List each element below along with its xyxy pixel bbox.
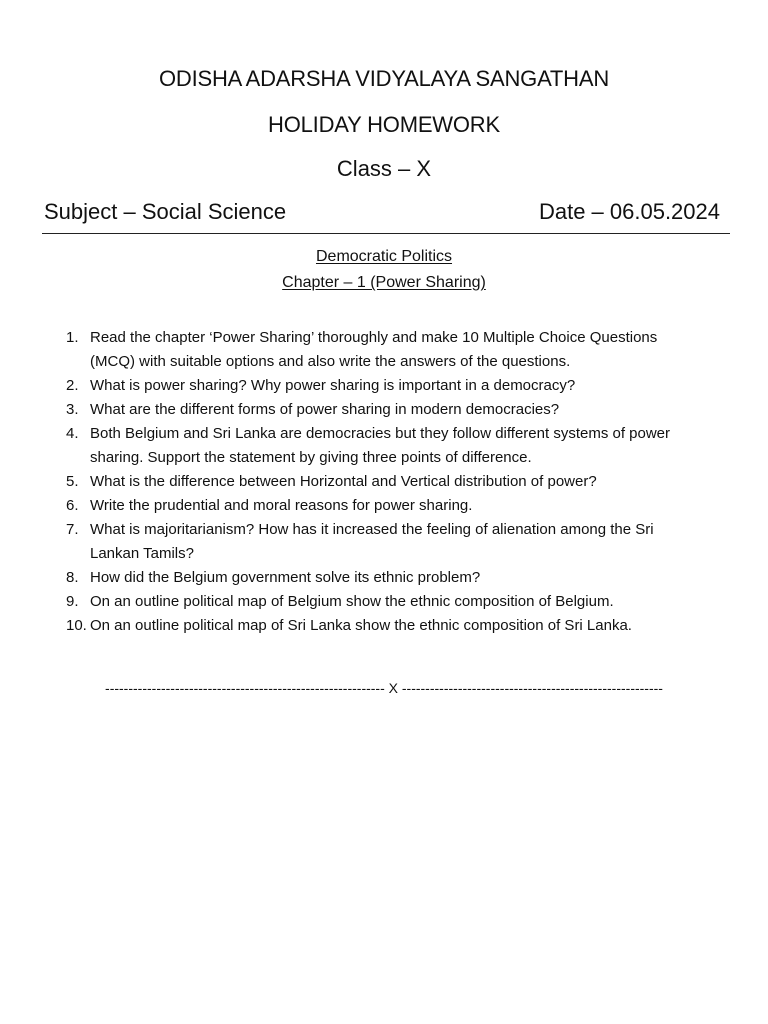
question-number: 10.	[66, 617, 87, 634]
question-text-line: Write the prudential and moral reasons for power sharing.	[90, 497, 473, 514]
question-item	[66, 518, 736, 566]
subject-date-row	[42, 199, 730, 229]
question-number: 1.	[66, 329, 79, 346]
subject-label: Subject – Social Science	[44, 199, 287, 224]
question-item	[66, 614, 736, 638]
question-number: 8.	[66, 569, 79, 586]
book-title-text: Democratic Politics	[315, 248, 453, 265]
document-title: HOLIDAY HOMEWORK	[268, 112, 500, 137]
question-text-line: What is the difference between Horizontal and Vertical distribution of power?	[90, 473, 597, 490]
header-divider	[42, 233, 730, 234]
question-list	[66, 326, 736, 638]
question-item	[66, 566, 736, 590]
question-number: 7.	[66, 521, 79, 538]
end-marker: ------------------------------------------------------------ X --------------------------------------------------------	[105, 680, 663, 696]
question-number: 5.	[66, 473, 79, 490]
class-label: Class – X	[336, 156, 432, 181]
question-text-line: How did the Belgium government solve its ethnic problem?	[90, 569, 481, 586]
question-text-line: What are the different forms of power sharing in modern democracies?	[90, 401, 560, 418]
question-text-line: (MCQ) with suitable options and also write the answers of the questions.	[90, 353, 571, 370]
date-label: Date – 06.05.2024	[538, 199, 720, 224]
question-number: 2.	[66, 377, 79, 394]
question-text-line: What is majoritarianism? How has it increased the feeling of alienation among the Sri	[90, 521, 654, 538]
question-number: 3.	[66, 401, 79, 418]
question-item	[66, 374, 736, 398]
question-text-line: What is power sharing? Why power sharing is important in a democracy?	[90, 377, 576, 394]
question-number: 4.	[66, 425, 79, 442]
chapter-title	[0, 274, 768, 292]
organization-name: ODISHA ADARSHA VIDYALAYA SANGATHAN	[158, 66, 610, 91]
question-text-line: On an outline political map of Sri Lanka show the ethnic composition of Sri Lanka.	[90, 617, 632, 634]
chapter-title-text: Chapter – 1 (Power Sharing)	[282, 274, 486, 291]
question-text-line: Lankan Tamils?	[90, 545, 194, 562]
question-text-line: On an outline political map of Belgium show the ethnic composition of Belgium.	[90, 593, 614, 610]
question-number: 6.	[66, 497, 79, 514]
question-text-line: sharing. Support the statement by giving three points of difference.	[90, 449, 532, 466]
book-title	[0, 248, 768, 266]
question-number: 9.	[66, 593, 79, 610]
question-item	[66, 398, 736, 422]
question-item	[66, 590, 736, 614]
question-item	[66, 326, 736, 374]
question-item	[66, 494, 736, 518]
question-text-line: Both Belgium and Sri Lanka are democracies but they follow different systems of power	[90, 425, 671, 442]
question-text-line: Read the chapter ‘Power Sharing’ thoroughly and make 10 Multiple Choice Questions	[90, 329, 658, 346]
question-item	[66, 422, 736, 470]
question-item	[66, 470, 736, 494]
